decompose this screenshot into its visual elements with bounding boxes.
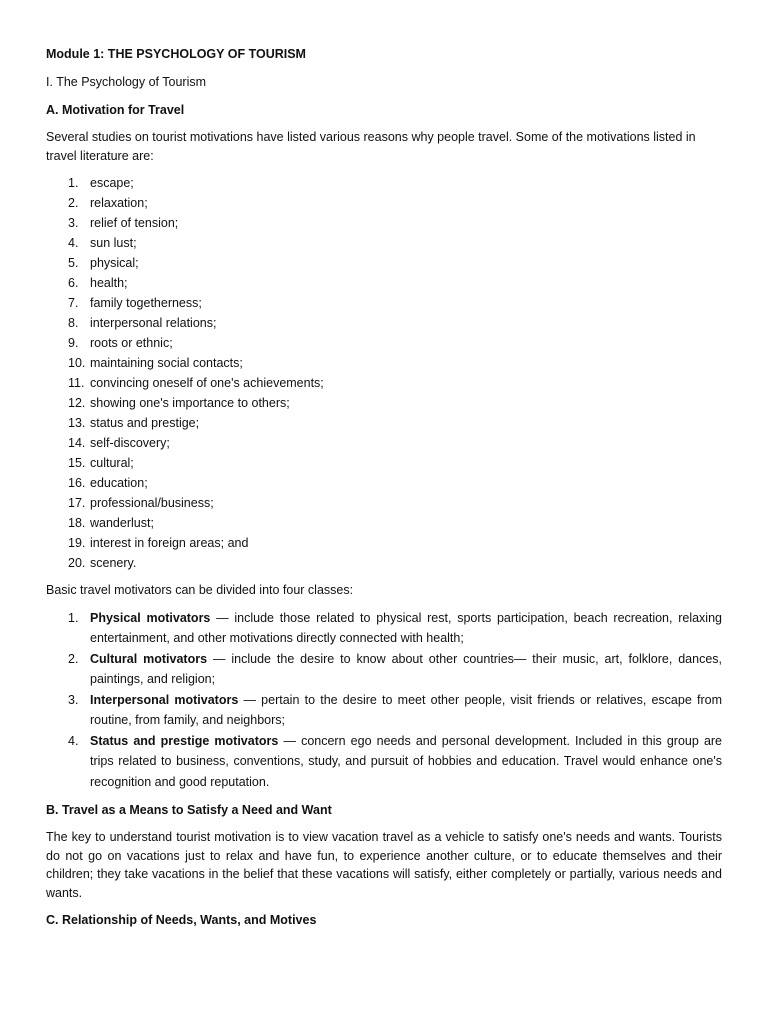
list-item-number: 4.	[68, 236, 79, 250]
motivator-description: — pertain to the desire to meet other people, visit friends or relatives, escape from routine, from family, and neighbors;	[90, 692, 722, 727]
list-item	[46, 413, 722, 433]
list-item	[46, 731, 722, 793]
list-item-text: family togetherness;	[90, 296, 202, 310]
motivator-description: — include those related to physical rest, sports participation, beach recreation, relaxing entertainment, and other motivations directly connected with health;	[90, 610, 722, 645]
list-item	[46, 493, 722, 513]
list-item-number: 9.	[68, 336, 79, 350]
list-item-text: professional/business;	[90, 496, 214, 510]
list-item	[46, 690, 722, 731]
list-item-number: 15.	[68, 456, 86, 470]
list-item-text: wanderlust;	[90, 516, 154, 530]
list-item-number: 2.	[68, 651, 79, 666]
list-item	[46, 533, 722, 553]
list-item-number: 11.	[68, 376, 85, 390]
list-item-text: interest in foreign areas; and	[90, 536, 249, 550]
list-item-text	[90, 690, 722, 731]
list-item	[46, 453, 722, 473]
subsection-c-title: C. Relationship of Needs, Wants, and Motives	[46, 913, 317, 927]
list-item	[46, 553, 722, 573]
subsection-a-intro: Several studies on tourist motivations have listed various reasons why people travel. Some of the motivations listed in travel literature are:	[46, 130, 696, 163]
list-item	[46, 273, 722, 293]
motivator-term: Physical motivators	[90, 610, 211, 625]
list-item-text: sun lust;	[90, 236, 137, 250]
list-item-number: 3.	[68, 216, 79, 230]
subsection-b-title: B. Travel as a Means to Satisfy a Need and Want	[46, 803, 332, 817]
list-item-number: 19.	[68, 536, 86, 550]
list-item-text: convincing oneself of one's achievements;	[90, 376, 324, 390]
list-item-number: 4.	[68, 733, 79, 748]
list-item-text: cultural;	[90, 456, 134, 470]
classes-intro: Basic travel motivators can be divided into four classes:	[46, 583, 354, 597]
list-item-text	[90, 608, 722, 649]
list-item-number: 16.	[68, 476, 86, 490]
list-item	[46, 353, 722, 373]
motivator-description: — include the desire to know about other countries— their music, art, folklore, dances, paintings, and religion;	[90, 651, 722, 686]
document-page	[46, 44, 722, 938]
module-title: Module 1: THE PSYCHOLOGY OF TOURISM	[46, 47, 306, 61]
motivator-term: Interpersonal motivators	[90, 692, 239, 707]
list-item	[46, 373, 722, 393]
list-item-number: 2.	[68, 196, 79, 210]
list-item-number: 12.	[68, 396, 86, 410]
list-item	[46, 213, 722, 233]
list-item-text	[90, 731, 722, 793]
list-item-text: escape;	[90, 176, 134, 190]
list-item	[46, 193, 722, 213]
list-item	[46, 313, 722, 333]
list-item-text: relaxation;	[90, 196, 148, 210]
list-item-text: health;	[90, 276, 128, 290]
list-item	[46, 473, 722, 493]
list-item-text: roots or ethnic;	[90, 336, 173, 350]
list-item	[46, 649, 722, 690]
motivator-classes-list	[46, 608, 722, 793]
list-item-text: maintaining social contacts;	[90, 356, 243, 370]
list-item	[46, 393, 722, 413]
motivations-list	[46, 173, 722, 573]
list-item-text: scenery.	[90, 556, 137, 570]
list-item	[46, 253, 722, 273]
motivator-term: Status and prestige motivators	[90, 733, 279, 748]
list-item	[46, 233, 722, 253]
list-item-text: status and prestige;	[90, 416, 200, 430]
list-item-number: 6.	[68, 276, 79, 290]
subsection-b-body: The key to understand tourist motivation is to view vacation travel as a vehicle to satisfy one's needs and wants. Tourists do not go on vacations just to relax and have fun, to experience another culture, or to educate themselves and their children; they take vacations in the belief that these vacations will satisfy, either completely or partially, various needs and wants.	[46, 830, 722, 900]
list-item	[46, 173, 722, 193]
list-item-text: interpersonal relations;	[90, 316, 217, 330]
list-item-number: 5.	[68, 256, 79, 270]
motivator-term: Cultural motivators	[90, 651, 208, 666]
list-item-number: 17.	[68, 496, 86, 510]
list-item-text: relief of tension;	[90, 216, 179, 230]
list-item-number: 18.	[68, 516, 86, 530]
list-item-text	[90, 649, 722, 690]
list-item-number: 13.	[68, 416, 86, 430]
list-item-number: 10.	[68, 356, 86, 370]
list-item-text: physical;	[90, 256, 139, 270]
list-item-number: 3.	[68, 692, 79, 707]
list-item	[46, 333, 722, 353]
list-item-number: 8.	[68, 316, 79, 330]
list-item	[46, 608, 722, 649]
list-item	[46, 513, 722, 533]
motivator-description: — concern ego needs and personal development. Included in this group are trips related to business, conventions, study, and pursuit of hobbies and education. Travel would enhance one's recognition and good reputation.	[90, 733, 723, 789]
subsection-a-title: A. Motivation for Travel	[46, 103, 185, 117]
list-item-text: self-discovery;	[90, 436, 170, 450]
list-item-text: showing one's importance to others;	[90, 396, 290, 410]
list-item-number: 1.	[68, 176, 79, 190]
list-item-number: 20.	[68, 556, 86, 570]
list-item-number: 7.	[68, 296, 79, 310]
list-item-text: education;	[90, 476, 148, 490]
list-item-number: 1.	[68, 610, 79, 625]
list-item-number: 14.	[68, 436, 86, 450]
list-item	[46, 293, 722, 313]
list-item	[46, 433, 722, 453]
section-title: I. The Psychology of Tourism	[46, 75, 207, 89]
